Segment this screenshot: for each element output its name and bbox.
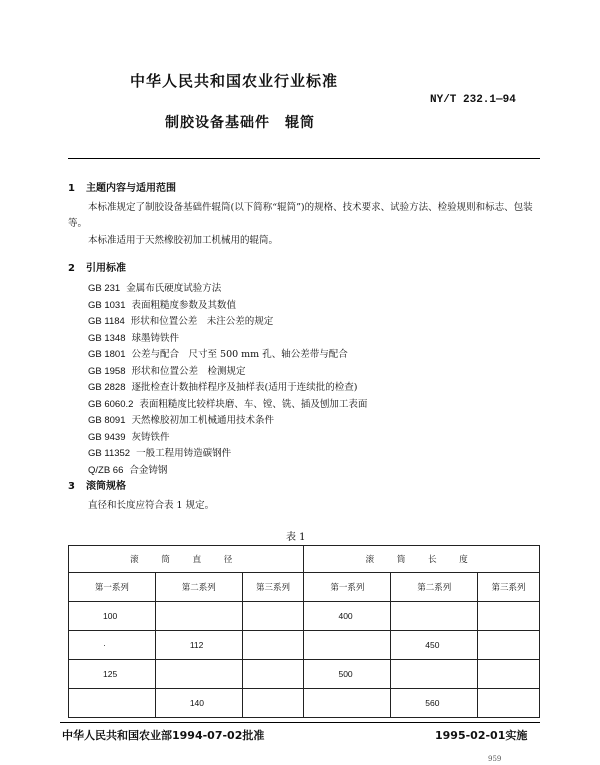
reference-code: GB 1801 bbox=[88, 349, 126, 360]
reference-title: 逐批检查计数抽样程序及抽样表(适用于连续批的检查) bbox=[131, 382, 358, 393]
page-number: 959 bbox=[488, 755, 502, 763]
reference-list bbox=[88, 281, 367, 479]
column-header: 第二系列 bbox=[155, 573, 242, 602]
column-header: 第二系列 bbox=[391, 573, 478, 602]
list-item bbox=[88, 413, 367, 430]
list-item bbox=[88, 463, 367, 480]
reference-title: 形状和位置公差 检测规定 bbox=[131, 365, 246, 377]
scope-paragraph-1: 本标准规定了制胶设备基础件辊筒(以下简称“辊筒”)的规格、技术要求、试验方法、检验规则和标志、包装等。 bbox=[68, 202, 533, 229]
reference-title: 形状和位置公差 未注公差的规定 bbox=[130, 316, 274, 327]
reference-code: GB 2828 bbox=[88, 382, 126, 393]
list-item bbox=[88, 397, 367, 414]
document-title: 制胶设备基础件 辊筒 bbox=[165, 115, 315, 131]
list-item bbox=[88, 347, 367, 364]
section-title: 主题内容与适用范围 bbox=[86, 183, 176, 194]
list-item bbox=[88, 281, 367, 298]
reference-code: Q/ZB 66 bbox=[88, 464, 124, 476]
table-cell bbox=[242, 660, 304, 689]
table-cell: 140 bbox=[155, 689, 242, 718]
column-header: 第一系列 bbox=[304, 573, 391, 602]
roller-spec-table bbox=[68, 545, 540, 718]
table-cell: 400 bbox=[304, 602, 391, 631]
table-cell bbox=[155, 602, 242, 631]
table-cell bbox=[304, 631, 391, 660]
reference-code: GB 231 bbox=[88, 283, 121, 294]
reference-title: 金属布氏硬度试验方法 bbox=[126, 283, 222, 294]
table-cell: 125 bbox=[69, 660, 156, 689]
reference-code: GB 1958 bbox=[88, 365, 126, 377]
column-header: 第三系列 bbox=[242, 573, 304, 602]
table-group-header-row bbox=[69, 546, 540, 573]
list-item bbox=[88, 446, 367, 463]
table-row bbox=[69, 602, 540, 631]
reference-code: GB 11352 bbox=[88, 448, 131, 459]
table-cell bbox=[242, 689, 304, 718]
table-cell bbox=[391, 602, 478, 631]
table-column-header-row bbox=[69, 573, 540, 602]
implementation-date: 1995-02-01实施 bbox=[435, 729, 528, 742]
table-cell: 560 bbox=[391, 689, 478, 718]
list-item bbox=[88, 380, 367, 397]
footer-rule bbox=[60, 722, 540, 723]
table-cell bbox=[391, 660, 478, 689]
section-1-heading bbox=[68, 179, 176, 194]
reference-title: 天然橡胶初加工机械通用技术条件 bbox=[131, 415, 275, 426]
table-cell bbox=[242, 631, 304, 660]
table-cell bbox=[155, 660, 242, 689]
reference-code: GB 1184 bbox=[88, 316, 125, 327]
spec-paragraph: 直径和长度应符合表 1 规定。 bbox=[88, 500, 215, 511]
reference-title: 合金铸钢 bbox=[129, 464, 168, 476]
table-cell bbox=[242, 602, 304, 631]
table-caption: 表 1 bbox=[286, 532, 306, 543]
section-2-heading bbox=[68, 259, 126, 274]
table-row bbox=[69, 631, 540, 660]
table-row bbox=[69, 689, 540, 718]
section-number: 1 bbox=[68, 183, 75, 194]
list-item bbox=[88, 298, 367, 315]
reference-code: GB 1031 bbox=[88, 299, 126, 311]
standard-code: NY/T 232.1—94 bbox=[430, 94, 516, 106]
table-cell: 112 bbox=[155, 631, 242, 660]
table-cell bbox=[478, 660, 540, 689]
table-cell bbox=[478, 602, 540, 631]
table-cell: 450 bbox=[391, 631, 478, 660]
reference-title: 一般工程用铸造碳钢件 bbox=[136, 448, 232, 459]
table-cell: 100 bbox=[69, 602, 156, 631]
reference-title: 公差与配合 尺寸至 500 mm 孔、轴公差带与配合 bbox=[131, 349, 348, 360]
table-cell: · bbox=[69, 631, 156, 660]
list-item bbox=[88, 364, 367, 381]
list-item bbox=[88, 331, 367, 348]
section-number: 2 bbox=[68, 263, 75, 274]
standard-title: 中华人民共和国农业行业标准 bbox=[130, 72, 339, 90]
reference-title: 表面粗糙度比较样块磨、车、镗、铣、插及刨加工表面 bbox=[139, 398, 368, 410]
section-title: 引用标准 bbox=[86, 263, 126, 274]
list-item bbox=[88, 314, 367, 331]
section-number: 3 bbox=[68, 481, 75, 492]
scope-paragraph-2: 本标准适用于天然橡胶初加工机械用的辊筒。 bbox=[88, 235, 279, 246]
reference-title: 球墨铸铁件 bbox=[131, 332, 180, 344]
section-title: 滚筒规格 bbox=[86, 481, 126, 492]
column-header: 第三系列 bbox=[478, 573, 540, 602]
group-header-length: 滚 筒 长 度 bbox=[304, 546, 540, 573]
table-cell bbox=[304, 689, 391, 718]
table-row bbox=[69, 660, 540, 689]
reference-code: GB 9439 bbox=[88, 431, 126, 443]
reference-code: GB 8091 bbox=[88, 415, 126, 426]
table-cell: 500 bbox=[304, 660, 391, 689]
column-header: 第一系列 bbox=[69, 573, 156, 602]
table-cell bbox=[478, 689, 540, 718]
section-3-heading bbox=[68, 477, 126, 492]
header-rule bbox=[68, 158, 540, 159]
list-item bbox=[88, 430, 367, 447]
reference-title: 表面粗糙度参数及其数值 bbox=[131, 299, 237, 311]
reference-title: 灰铸铁件 bbox=[131, 431, 170, 443]
approval-line: 中华人民共和国农业部1994-07-02批准 bbox=[62, 729, 265, 742]
table-cell bbox=[69, 689, 156, 718]
reference-code: GB 6060.2 bbox=[88, 398, 134, 410]
group-header-diameter: 滚 筒 直 径 bbox=[69, 546, 304, 573]
table-cell bbox=[478, 631, 540, 660]
reference-code: GB 1348 bbox=[88, 332, 126, 344]
